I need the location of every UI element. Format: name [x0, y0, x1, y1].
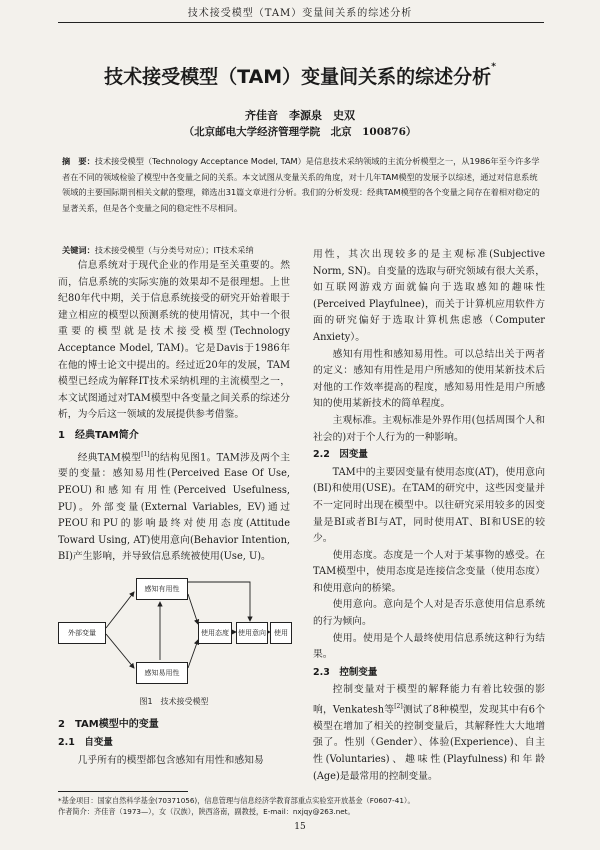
abstract — [62, 154, 542, 216]
pu-peou-paragraph: 感知有用性和感知易用性。可以总结出关于两者的定义：感知有用性是用户所感知的使用某新技术后对他的工作效率提高的程度，感知易用性是用户所感知的使用某新技术的简单程度。 — [313, 348, 545, 410]
running-header: 技术接受模型（TAM）变量间关系的综述分析 — [187, 8, 413, 19]
footnote-rule — [58, 791, 188, 792]
abstract-label: 摘 要： — [62, 156, 95, 166]
authors: 齐佳音 李源泉 史双 — [245, 109, 355, 122]
node-use: 使用 — [270, 622, 292, 644]
intention-paragraph: 使用意向。意向是个人对是否乐意使用信息系统的行为倾向。 — [313, 599, 545, 628]
title-text: 技术接受模型（TAM）变量间关系的综述分析 — [104, 66, 492, 88]
continued-paragraph: 用性，其次出现较多的是主观标准(Subjective Norm, SN)。自变量的选取与研究领域有很大关系，如互联网游戏方面就偏向于选取感知的趣味性(Perceived Playfulnee)，而关于计算机应用软件方面的研究偏好于选取计算机焦虑感（Computer Anxiety）。 — [313, 249, 545, 343]
use-paragraph: 使用。使用是个人最终使用信息系统这种行为结果。 — [313, 632, 545, 661]
section-1-paragraph — [58, 447, 290, 566]
right-column — [313, 247, 545, 785]
paper-title — [0, 62, 600, 89]
node-perceived-usefulness: 感知有用性 — [136, 578, 188, 600]
title-footnote-mark: * — [491, 62, 496, 72]
section-2-3-heading: 2.3 控制变量 — [313, 666, 378, 678]
arrow-ev-peou — [106, 634, 134, 668]
arrow-peou-at — [188, 640, 198, 668]
node-behavior-intention: 使用意向 — [236, 622, 268, 644]
left-column — [58, 258, 290, 769]
node-external-variables: 外部变量 — [58, 622, 106, 644]
intro-paragraph: 信息系统对于现代企业的作用是至关重要的。然而，信息系统的实际实施的效果却不是很理想。上世纪80年代中期，关于信息系统接受的研究开始着眼于建立相应的模型以预测系统的使用情况，其中一个很重要的模型就是技术接受模型(Technology Acceptance Model, TAM)。它是Davis于1986年在他的博士论文中提出的。经过近20年的发展，TAM模型已经成为解释IT技术采纳机理的主流模型之一，本文试图通过对TAM模型中各变量之间关系的综述分析，为今后这一领域的发展提供参考借鉴。 — [58, 260, 290, 421]
section-2-2-heading: 2.2 因变量 — [313, 449, 368, 461]
section-2-1-paragraph: 几乎所有的模型都包含感知有用性和感知易 — [77, 754, 264, 766]
abstract-text: 技术接受模型（Technology Acceptance Model, TAM）是信息技术采纳领域的主流分析模型之一，从1986年至今许多学者在不同的领域检验了模型中各变量之间的关系。本文试图从变量关系的角度，对十几年TAM模型的发展予以综述，通过对信息系统领域的主要国际期刊相关文献的整理，筛选出31篇文章进行分析。我们的分析发现：经典TAM模型的各个变量之间存在着相对稳定的显著关系，但是各个变量之间的稳定性不尽相同。 — [62, 156, 540, 213]
dependent-vars-paragraph: TAM中的主要因变量有使用态度(AT)，使用意向(BI)和使用(USE)。在TAM的研究中，这些因变量并不一定同时出现在模型中。以往研究采用较多的因变量是BI或者BI与AT，同时使用AT、BI和USE的较少。 — [313, 466, 545, 545]
arrow-pu-bi — [188, 582, 250, 621]
section-2-heading: 2 TAM模型中的变量 — [58, 718, 159, 730]
citation-1: [1] — [141, 450, 150, 458]
section-1-text-b: 的结构见图1。TAM涉及两个主要的变量：感知易用性(Perceived Ease Of Use, PEOU)和感知有用性(Perceived Usefulness, PU)。外部变量(External Variables, EV)通过PEOU和PU的影响最终对使用态度(Attitude Toward Using, AT)使用意向(Behavior Intention, BI)产生影响，并导致信息系统被使用(Use, U)。 — [58, 451, 290, 563]
node-attitude: 使用态度 — [198, 622, 232, 644]
footnote-funding: *基金项目：国家自然科学基金(70371056)，信息管理与信息经济学教育部重点实验室开放基金（F0607-41）。 — [58, 796, 415, 805]
tam-diagram — [58, 572, 290, 692]
arrow-ev-pu — [106, 592, 134, 628]
section-2-1-heading: 2.1 自变量 — [58, 737, 113, 749]
footnote-author: 作者简介：齐佳音（1973—），女（汉族），陕西洛南，副教授，E-mail：nxjqy@263.net。 — [58, 807, 355, 816]
control-vars-paragraph — [313, 682, 545, 785]
arrow-pu-at — [188, 594, 198, 624]
control-vars-text-b: 测试了8种模型，发现其中有6个模型在增加了相关的控制变量后，其解释性大大地增强了。性别（Gender）、体验(Experience)、自主性(Voluntaries)、趣味性(Playfulness)和年龄(Age)是最常用的控制变量。 — [313, 704, 545, 782]
subjective-norm-paragraph: 主观标准。主观标准是外界作用(包括周围个人和社会的)对于个人行为的一种影响。 — [313, 414, 545, 443]
figure-1-caption: 图1 技术接受模型 — [139, 696, 209, 706]
page-number: 15 — [294, 822, 306, 832]
node-perceived-ease-of-use: 感知易用性 — [136, 662, 188, 684]
keywords-label: 关键词： — [62, 245, 95, 255]
affiliation: （北京邮电大学经济管理学院 北京 100876） — [183, 126, 417, 138]
keywords-text: 技术接受模型（与分类号对应）；IT技术采纳 — [94, 245, 254, 255]
section-1-text-a: 经典TAM模型 — [77, 451, 142, 463]
header-rule — [58, 22, 544, 23]
citation-2: [2] — [394, 703, 403, 711]
control-vars-text-a: 控制变量对于模型的解释能力有着比较强的影响，Venkatesh等 — [313, 684, 545, 716]
attitude-paragraph: 使用态度。态度是一个人对于某事物的感受。在TAM模型中，使用态度是连接信念变量（使用态度）和使用意向的桥梁。 — [313, 549, 545, 594]
section-1-heading: 1 经典TAM简介 — [58, 429, 139, 441]
